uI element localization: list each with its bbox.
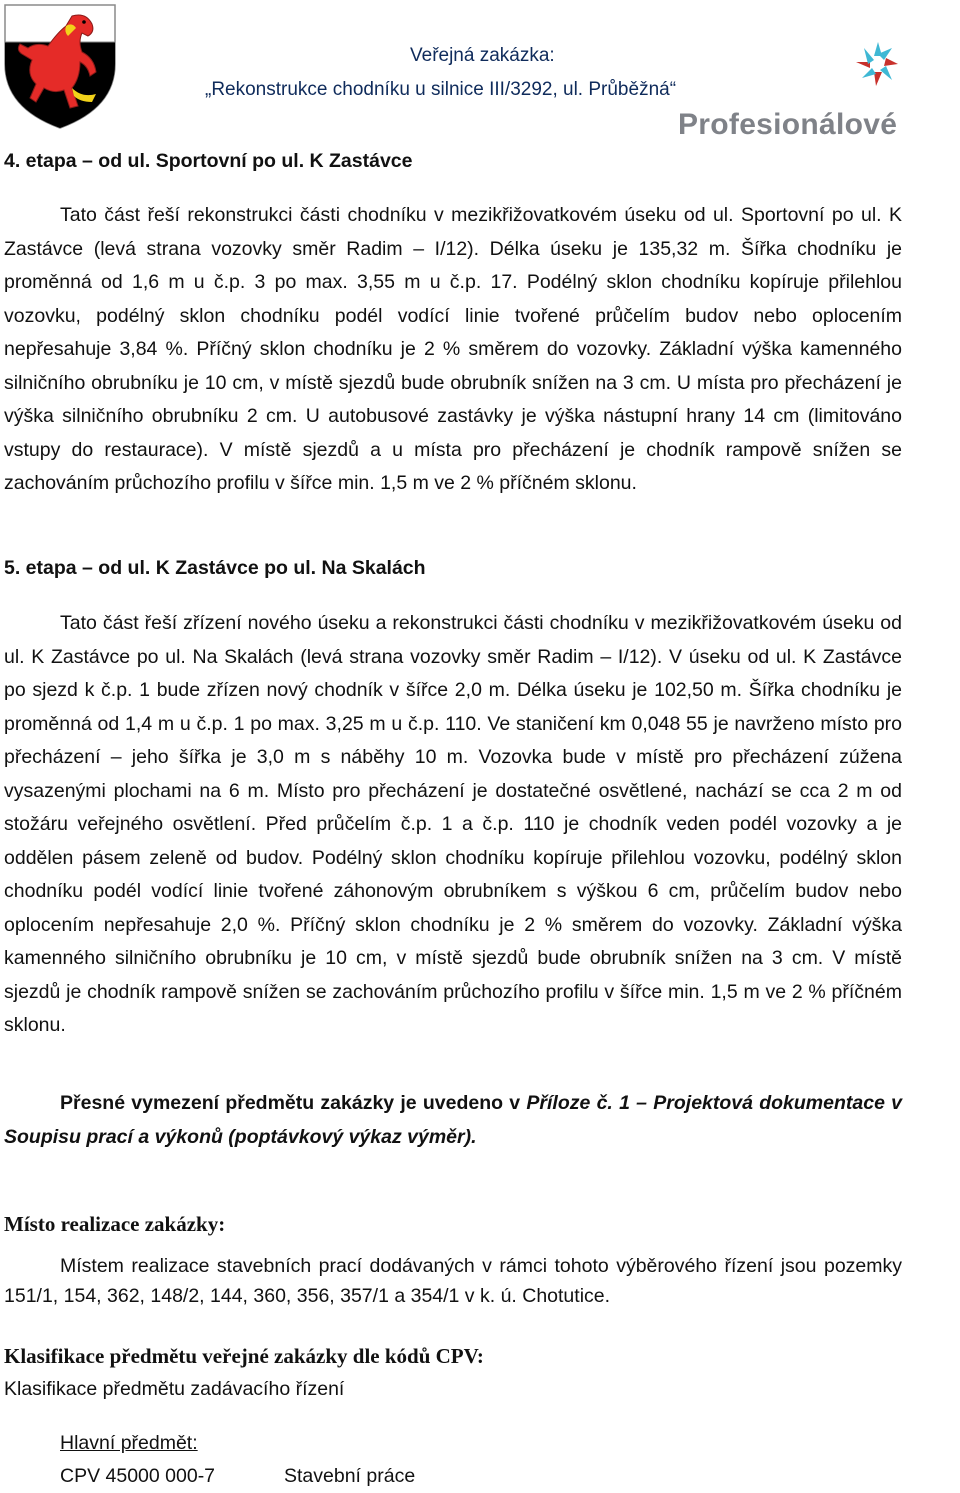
logo-text: Profesionálové (678, 108, 898, 141)
place-text: Místem realizace stavebních prací dodávaných v rámci tohoto výběrového řízení jsou pozemky 151/1, 154, 362, 148/2, 144, 360, 356, 357/1 a 354/1 v k. ú. Chotutice. (4, 1255, 902, 1307)
section5-heading: 5. etapa – od ul. K Zastávce po ul. Na Skalách (4, 557, 426, 579)
scope-note (4, 1087, 902, 1154)
cpv-name: Stavební práce (284, 1465, 416, 1487)
section4-text: Tato část řeší rekonstrukci části chodníku v mezikřižovatkovém úseku od ul. Sportovní po ul. K Zastávce (levá strana vozovky směr Radim – I/12). Délka úseku je 135,32 m. Šířka chodníku je proměnná od 1,6 m u č.p. 3 po max. 3,55 m u č.p. 17. Podélný sklon chodníku kopíruje přilehlou vozovku, podélný sklon chodníku podél vodící linie tvořené průčelím budov nebo oplocením nepřesahuje 3,84 %. Příčný sklon chodníku je 2 % směrem do vozovky. Základní výška kamenného silničního obrubníku je 10 cm, v místě sjezdů bude obrubník snížen na 3 cm. U místa pro přecházení je výška silničního obrubníku 2 cm. U autobusové zastávky je výška nástupní hrany 14 cm (limitováno vstupy do restaurace). V místě sjezdů a u místa pro přecházení je chodník rampově snížen se zachováním průchozího profilu v šířce min. 1,5 m ve 2 % příčném sklonu. (4, 204, 902, 494)
section5-paragraph (4, 607, 902, 1043)
section4-heading: 4. etapa – od ul. Sportovní po ul. K Zastávce (4, 150, 413, 172)
place-heading: Místo realizace zakázky: (4, 1212, 226, 1236)
main-subject-label: Hlavní předmět: (60, 1432, 198, 1454)
cpv-heading: Klasifikace předmětu veřejné zakázky dle kódů CPV: (4, 1344, 484, 1368)
coat-of-arms-icon (2, 2, 118, 130)
section5-text: Tato část řeší zřízení nového úseku a rekonstrukci části chodníku v mezikřižovatkovém úseku od ul. K Zastávce po ul. Na Skalách (levá strana vozovky směr Radim – I/12). V úseku od ul. K Zastávce po sjezd k č.p. 1 bude zřízen nový chodník v šířce 2,0 m. Délka úseku je 102,50 m. Šířka chodníku je proměnná od 1,4 m u č.p. 1 po max. 3,25 m u č.p. 110. Ve staničení km 0,048 55 je navrženo místo pro přecházení – jeho šířka je 3,0 m s náběhy 10 m. Vozovka bude v místě pro přecházení zúžena vysazenými plochami na 6 m. Místo pro přecházení je dostatečné osvětlené, nachází se cca 2 m od stožáru veřejného osvětlení. Před průčelím č.p. 1 a č.p. 110 je chodník veden podél vozovky a je oddělen pásem zeleně od budov. Podélný sklon chodníku kopíruje přilehlou vozovku, podélný sklon chodníku podél vodící linie tvořené záhonovým obrubníkem s výškou 6 cm, průčelím budov nebo oplocením nepřesahuje 2,0 %. Příčný sklon chodníku je 2 % směrem do vozovky. Základní výška kamenného silničního obrubníku je 10 cm, v místě sjezdů bude obrubník snížen na 3 cm. V místě sjezdů je chodník rampově snížen se zachováním průchozího profilu v šířce min. 1,5 m ve 2 % příčném sklonu. (4, 612, 902, 1036)
scope-note-reference: Příloze č. 1 – Projektová dokumentace v Soupisu prací a výkonů (poptávkový výkaz výměr). (4, 1092, 903, 1148)
cpv-subheading: Klasifikace předmětu zadávacího řízení (4, 1378, 345, 1400)
tender-title-label: Veřejná zakázka: (410, 45, 555, 66)
project-name: „Rekonstrukce chodníku u silnice III/3292, ul. Průběžná“ (205, 79, 677, 100)
scope-note-lead: Přesné vymezení předmětu zakázky je uvedeno v (60, 1092, 527, 1114)
place-paragraph (4, 1251, 902, 1311)
cpv-code: CPV 45000 000-7 (60, 1465, 216, 1487)
section4-paragraph (4, 199, 902, 501)
